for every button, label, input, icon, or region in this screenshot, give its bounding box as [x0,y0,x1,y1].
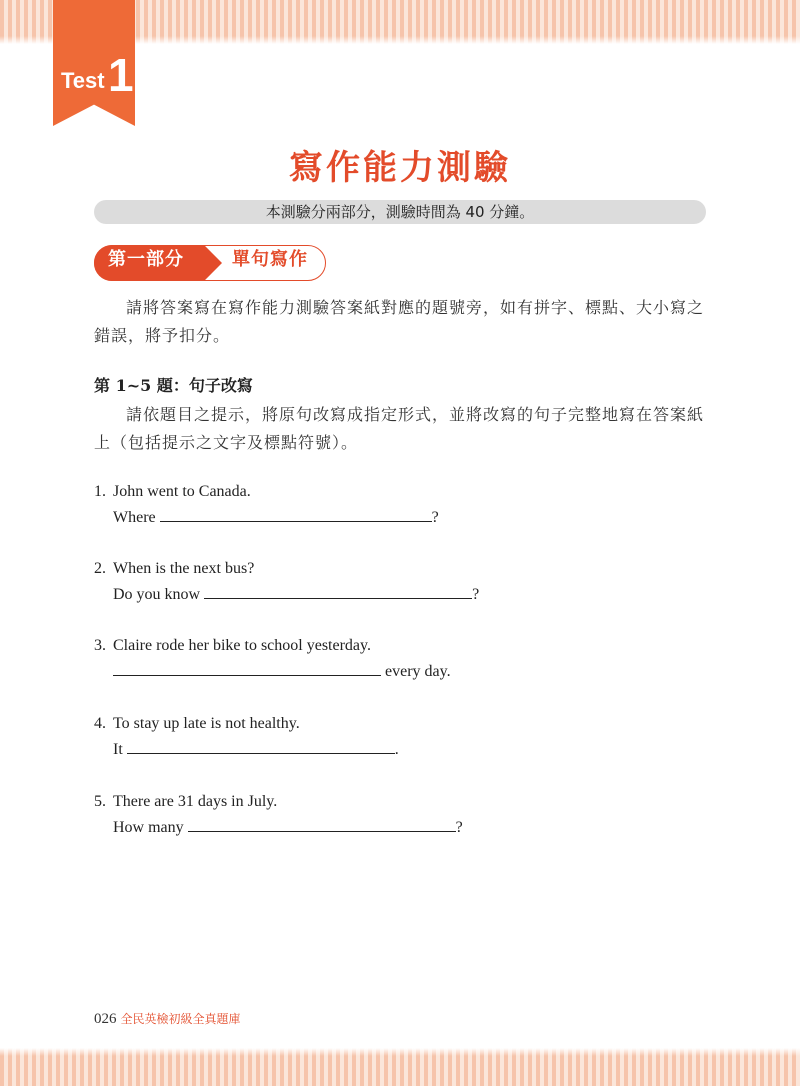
question-sentence: When is the next bus? [113,560,255,577]
question-item [94,556,479,608]
answer-blank [127,739,395,754]
page-footer [94,1010,241,1028]
question-number: 4. [94,715,106,732]
question-item [94,789,463,841]
question-item [94,711,399,763]
question-sentence: Claire rode her bike to school yesterday. [113,637,371,654]
page-title: 寫作能力測驗 [289,148,511,188]
prompt-end: ? [472,586,480,603]
subsection-instruction: 請依題目之提示，將原句改寫成指定形式，並將改寫的句子完整地寫在答案紙上（包括提示之文字及標點符號）。 [94,405,705,452]
prompt-end: ? [455,819,463,836]
section-name-label: 單句寫作 [232,249,308,270]
book-title: 全民英檢初級全真題庫 [120,1012,241,1026]
question-item [94,633,451,685]
answer-blank [188,817,456,832]
intro-bar: 本測驗分兩部分，測驗時間為 40 分鐘。 [94,200,706,224]
question-sentence: John went to Canada. [113,483,251,500]
question-item [94,479,439,531]
prompt-end: ? [431,509,439,526]
question-number: 1. [94,483,106,500]
answer-blank [204,584,472,599]
bottom-stripe-border [0,1048,800,1086]
question-sentence: There are 31 days in July. [113,793,278,810]
prompt-end: . [394,741,399,758]
test-number: 1 [108,49,134,101]
prompt-text: Where [113,509,156,526]
section-part-label: 第一部分 [108,249,184,270]
test-label: Test [61,68,105,93]
answer-blank [113,661,381,676]
question-number: 5. [94,793,106,810]
page-number: 026 [94,1011,117,1027]
prompt-end: every day. [385,663,451,680]
section-instruction: 請將答案寫在寫作能力測驗答案紙對應的題號旁，如有拼字、標點、大小寫之錯誤，將予扣分。 [94,298,705,345]
prompt-text: Do you know [113,586,201,603]
prompt-text: It [113,741,123,758]
question-number: 2. [94,560,106,577]
question-number: 3. [94,637,106,654]
prompt-text: How many [113,819,184,836]
subsection-heading: 第 1~5 題：句子改寫 [94,376,253,395]
answer-blank [160,507,432,522]
question-sentence: To stay up late is not healthy. [113,715,300,732]
